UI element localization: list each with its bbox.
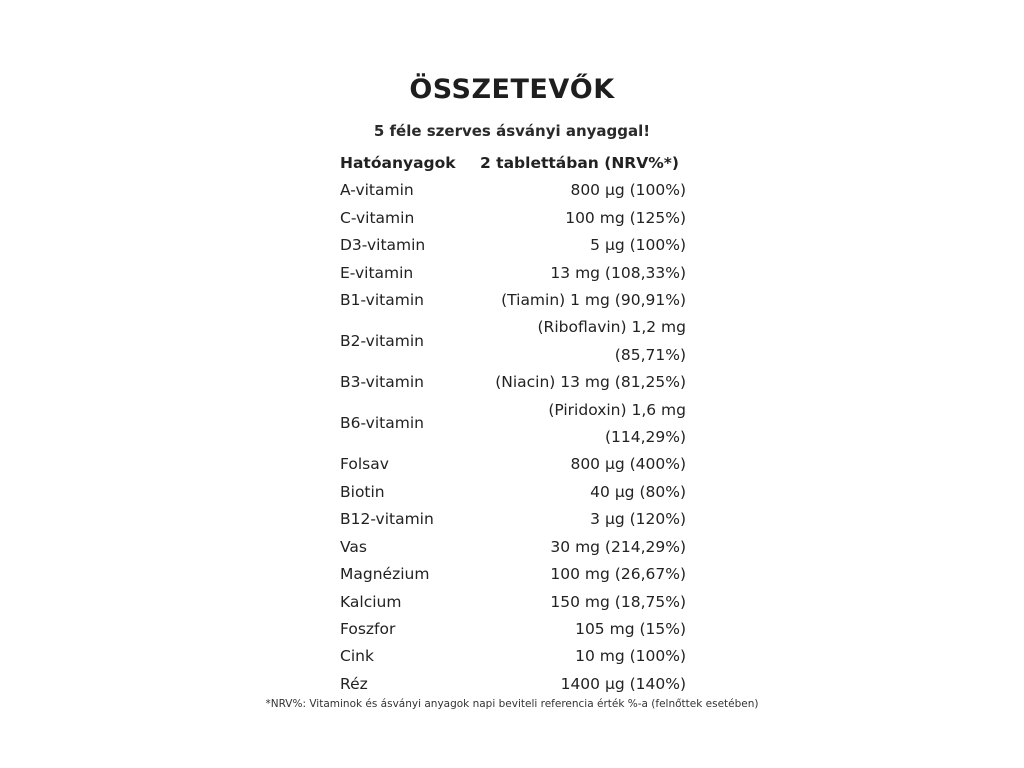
nrv-footnote: *NRV%: Vitaminok és ásványi anyagok napi beviteli referencia érték %-a (felnőttek esetében) [265, 698, 759, 710]
table-row [340, 369, 686, 396]
nutrient-name: Biotin [340, 482, 385, 501]
nutrient-name: B3-vitamin [340, 373, 424, 392]
nutrient-value: 40 µg (80%) [590, 482, 686, 501]
nutrient-name: Réz [340, 674, 368, 693]
nutrient-name: B2-vitamin [340, 332, 424, 351]
nutrient-value: 5 µg (100%) [590, 236, 686, 255]
page-title: ÖSSZETEVŐK [409, 74, 615, 105]
table-row [340, 671, 686, 698]
table-row [340, 287, 686, 314]
nutrient-name: A-vitamin [340, 181, 414, 200]
nutrient-name: Cink [340, 647, 374, 666]
nutrient-name: E-vitamin [340, 263, 414, 282]
table-row [340, 260, 686, 287]
table-row [340, 397, 686, 452]
nutrient-value: 1400 µg (140%) [560, 674, 686, 693]
nutrient-value: 100 mg (125%) [565, 208, 686, 227]
nutrient-name: Vas [340, 537, 367, 556]
ingredients-table [340, 150, 686, 698]
table-row [340, 451, 686, 478]
table-row [340, 177, 686, 204]
table-row [340, 589, 686, 616]
nutrient-name: C-vitamin [340, 208, 415, 227]
nutrient-value: 3 µg (120%) [590, 510, 686, 529]
nutrient-name: B12-vitamin [340, 510, 434, 529]
nutrient-name: B6-vitamin [340, 414, 424, 433]
table-row [340, 205, 686, 232]
table-row [340, 561, 686, 588]
table-row [340, 506, 686, 533]
nutrient-value: 150 mg (18,75%) [550, 592, 686, 611]
table-row [340, 232, 686, 259]
nutrient-value: (Tiamin) 1 mg (90,91%) [501, 291, 686, 310]
nutrient-name: Folsav [340, 455, 389, 474]
table-row [340, 534, 686, 561]
nutrient-value: 13 mg (108,33%) [550, 263, 686, 282]
nutrient-name: Kalcium [340, 592, 402, 611]
header-name: Hatóanyagok [340, 154, 456, 172]
nutrient-value: (Riboflavin) 1,2 mg (85,71%) [537, 318, 686, 364]
table-row [340, 616, 686, 643]
nutrient-value: 800 µg (100%) [570, 181, 686, 200]
table-row [340, 479, 686, 506]
nutrient-value: (Niacin) 13 mg (81,25%) [495, 373, 686, 392]
nutrient-value: 10 mg (100%) [575, 647, 686, 666]
nutrient-value: (Piridoxin) 1,6 mg (114,29%) [548, 400, 686, 447]
nutrient-name: Foszfor [340, 619, 396, 638]
nutrient-name: Magnézium [340, 565, 430, 584]
nutrient-value: 100 mg (26,67%) [550, 565, 686, 584]
table-row [340, 314, 686, 369]
table-header-row [340, 150, 686, 177]
header-value: 2 tablettában (NRV%*) [480, 154, 679, 172]
nutrient-value: 105 mg (15%) [575, 619, 686, 638]
nutrient-value: 800 µg (400%) [570, 455, 686, 474]
page-subtitle: 5 féle szerves ásványi anyaggal! [373, 122, 651, 140]
nutrient-value: 30 mg (214,29%) [550, 537, 686, 556]
table-row [340, 643, 686, 670]
nutrient-name: D3-vitamin [340, 236, 426, 255]
nutrient-name: B1-vitamin [340, 291, 424, 310]
